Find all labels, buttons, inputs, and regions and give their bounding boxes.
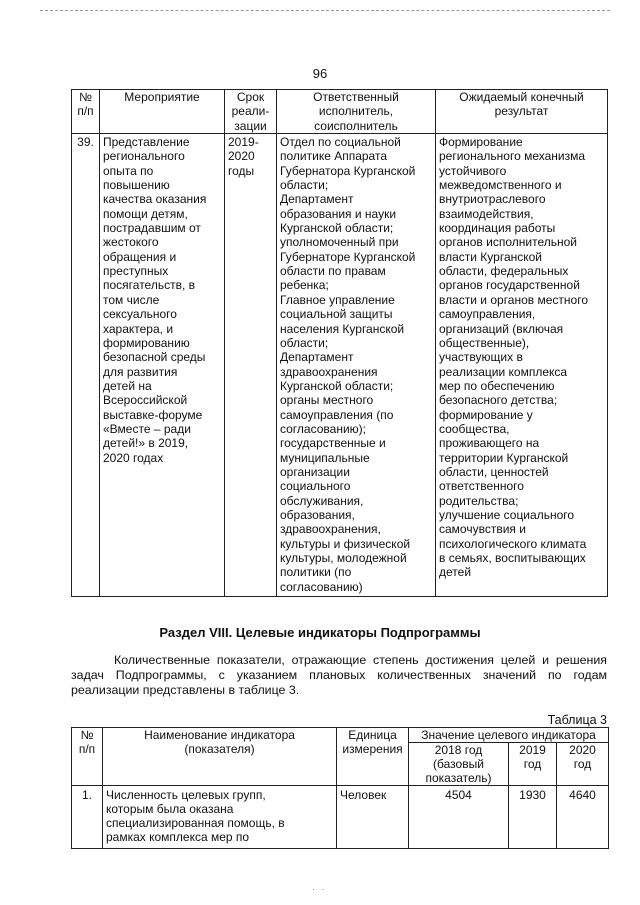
cell-line: (показателя) [184,742,255,756]
cell-line: 2018 год [434,743,483,757]
cell-line: социального [280,479,351,494]
cell-line: № [80,728,94,742]
header-measure: Мероприятие [100,90,225,134]
cell-line: уполномоченный при [280,235,399,250]
cell-line: Главное управление [280,292,395,307]
table-caption: Таблица 3 [547,713,607,727]
cell-line: ребенка; [280,278,329,293]
cell-line: регионального механизма [439,149,586,164]
cell-line: год [573,757,592,771]
cell-line: политике Аппарата [280,149,387,164]
cell-line: зации [234,118,267,133]
header-num [72,728,103,786]
cell-line: территории Курганской [439,450,569,465]
cell-line: мер по обеспечению [439,378,555,393]
cell-line: показатель) [425,771,492,785]
cell-line: годы [228,163,255,178]
cell-line: Ответственный [313,90,399,104]
row-2018: 4504 [409,786,509,849]
cell-line: участвующих в [439,350,523,365]
cell-line: образования, [280,507,355,522]
cell-line: родительства; [439,493,519,508]
cell-line: органов исполнительной [439,235,577,250]
cell-line: качества оказания [103,192,207,207]
cell-line: детей!» в 2019, [103,436,189,451]
cell-line: 2020 [228,149,255,164]
cell-line: специализированная помощь, в [106,816,285,830]
cell-line: формирование у [439,407,533,422]
cell-line: безопасного детства; [439,393,558,408]
cell-line: регионального [103,149,185,164]
header-indicator [103,728,337,786]
cell-line: 2020 годах [103,450,164,465]
header-target-value: Значение целевого индикатора [409,728,609,743]
cell-line: п/п [77,104,94,119]
cell-line: жестокого [103,235,159,250]
cell-line: Представление [103,135,190,150]
cell-line: том числе [103,292,160,307]
cell-line: Формирование [439,135,523,150]
cell-line: органов государственной [439,278,580,293]
cell-line: согласованию) [280,579,363,594]
cell-line: внутриотраслевого [439,192,546,207]
cell-line: самоуправления (по [280,407,394,422]
cell-line: улучшение социального [439,507,575,522]
cell-line: психологического климата [439,536,587,551]
cell-line: реализации комплекса [439,364,568,379]
cell-line: соисполнитель [314,118,398,133]
cell-line: населения Курганской [280,321,405,336]
cell-line: согласованию); [280,421,366,436]
cell-line: области по правам [280,264,386,279]
cell-line: области, федеральных [439,264,569,279]
header-num [72,90,100,134]
scan-artifact: · · [312,884,327,894]
cell-line: Губернаторе Курганской [280,249,416,264]
table-row [72,134,608,597]
header-2018 [409,743,509,786]
cell-line: 2020 [569,743,596,757]
cell-line: органы местного [280,393,374,408]
cell-line: государственные и [280,436,386,451]
row-term [225,134,277,597]
cell-line: реали- [231,104,270,119]
page-number: 96 [312,66,328,81]
cell-line: области, ценностей [439,464,549,479]
header-unit [337,728,409,786]
cell-line: ответственного [439,479,524,494]
row-responsible [277,134,436,597]
section-heading: Раздел VIII. Целевые индикаторы Подпрограммы [159,625,481,640]
cell-line: власти Курганской [439,249,543,264]
header-result [436,90,608,134]
cell-line: Департамент [280,192,354,207]
cell-line: сообщества, [439,421,510,436]
cell-line: власти и органов местного [439,292,588,307]
cell-line: детей [439,565,472,580]
cell-line: Курганской области; [280,378,394,393]
cell-line: № [79,90,92,104]
cell-line: координация работы [439,221,556,236]
cell-line: результат [494,104,549,119]
measures-table-header [72,90,608,134]
cell-line: Ожидаемый конечный [459,90,584,104]
header-term [225,90,277,134]
cell-line: самоуправления, [439,307,536,322]
cell-line: характера, и [103,321,174,336]
cell-line: проживающего на [439,436,540,451]
cell-line: 2019- [228,135,259,150]
cell-line: Отдел по социальной [280,135,401,150]
cell-line: области; [280,335,329,350]
cell-line: обращения и [103,249,177,264]
cell-line: Срок [236,90,265,104]
header-responsible [277,90,436,134]
cell-line: взаимодействия, [439,206,534,221]
cell-line: организации [280,464,350,479]
cell-line: которым была оказана [106,802,234,816]
cell-line: сексуального [103,307,177,322]
row-num: 39. [72,134,100,597]
cell-line: Губернатора Курганской [280,163,416,178]
cell-line: (базовый [433,757,484,771]
cell-line: Департамент [280,350,354,365]
header-2020 [557,743,609,786]
cell-line: обслуживания, [280,493,364,508]
cell-line: 2019 [519,743,546,757]
cell-line: опыта по [103,163,154,178]
cell-line: повышению [103,178,170,193]
measures-table [71,89,608,597]
row-result [436,134,608,597]
cell-line: год [523,757,542,771]
cell-line: Численность целевых групп, [106,788,266,802]
cell-line: безопасной среды [103,350,206,365]
cell-line: образования и науки [280,206,397,221]
cell-line: социальной защиты [280,307,393,322]
row-measure [100,134,225,597]
cell-line: общественные), [439,335,530,350]
cell-line: организаций (включая [439,321,564,336]
cell-line: для развития [103,364,178,379]
cell-line: Наименование индикатора [144,728,295,742]
cell-line: политики (по [280,565,352,580]
row-indicator [103,786,337,849]
cell-line: пострадавшим от [103,221,201,236]
cell-line: Единица [348,728,397,742]
cell-line: исполнитель, [318,104,394,119]
cell-line: межведомственного и [439,178,562,193]
cell-line: муниципальные [280,450,370,465]
cell-line: детей на [103,378,152,393]
cell-line: культуры, молодежной [280,551,407,565]
cell-line: области; [280,178,329,193]
cell-line: помощи детям, [103,206,188,221]
body-paragraph: Количественные показатели, отражающие степень достижения целей и решения задач Подпрограммы, с указанием плановых количественных значений по годам реализации представлены в таблице 3. [71,653,607,697]
cell-line: п/п [78,742,96,756]
cell-line: самочувствия и [439,522,526,537]
row-2019: 1930 [509,786,557,849]
cell-line: здравоохранения [280,364,378,379]
cell-line: «Вместе – ради [103,421,191,436]
header-2019 [509,743,557,786]
cell-line: Курганской области; [280,221,394,236]
cell-line: формированию [103,335,190,350]
cell-line: рамках комплекса мер по [106,830,250,844]
cell-line: устойчивого [439,163,507,178]
table-row [72,786,609,849]
top-scan-line [40,10,610,11]
row-2020: 4640 [557,786,609,849]
indicators-table [71,727,609,849]
indicators-header-row-1 [72,728,609,743]
cell-line: в семьях, воспитывающих [439,551,586,565]
cell-line: преступных [103,264,169,279]
cell-line: культуры и физической [280,536,411,551]
cell-line: здравоохранения, [280,522,381,537]
cell-line: выставке-форуме [103,407,203,422]
row-num: 1. [72,786,103,849]
cell-line: Всероссийской [103,393,188,408]
cell-line: измерения [342,742,403,756]
row-unit: Человек [337,786,409,849]
cell-line: посягательств, в [103,278,195,293]
